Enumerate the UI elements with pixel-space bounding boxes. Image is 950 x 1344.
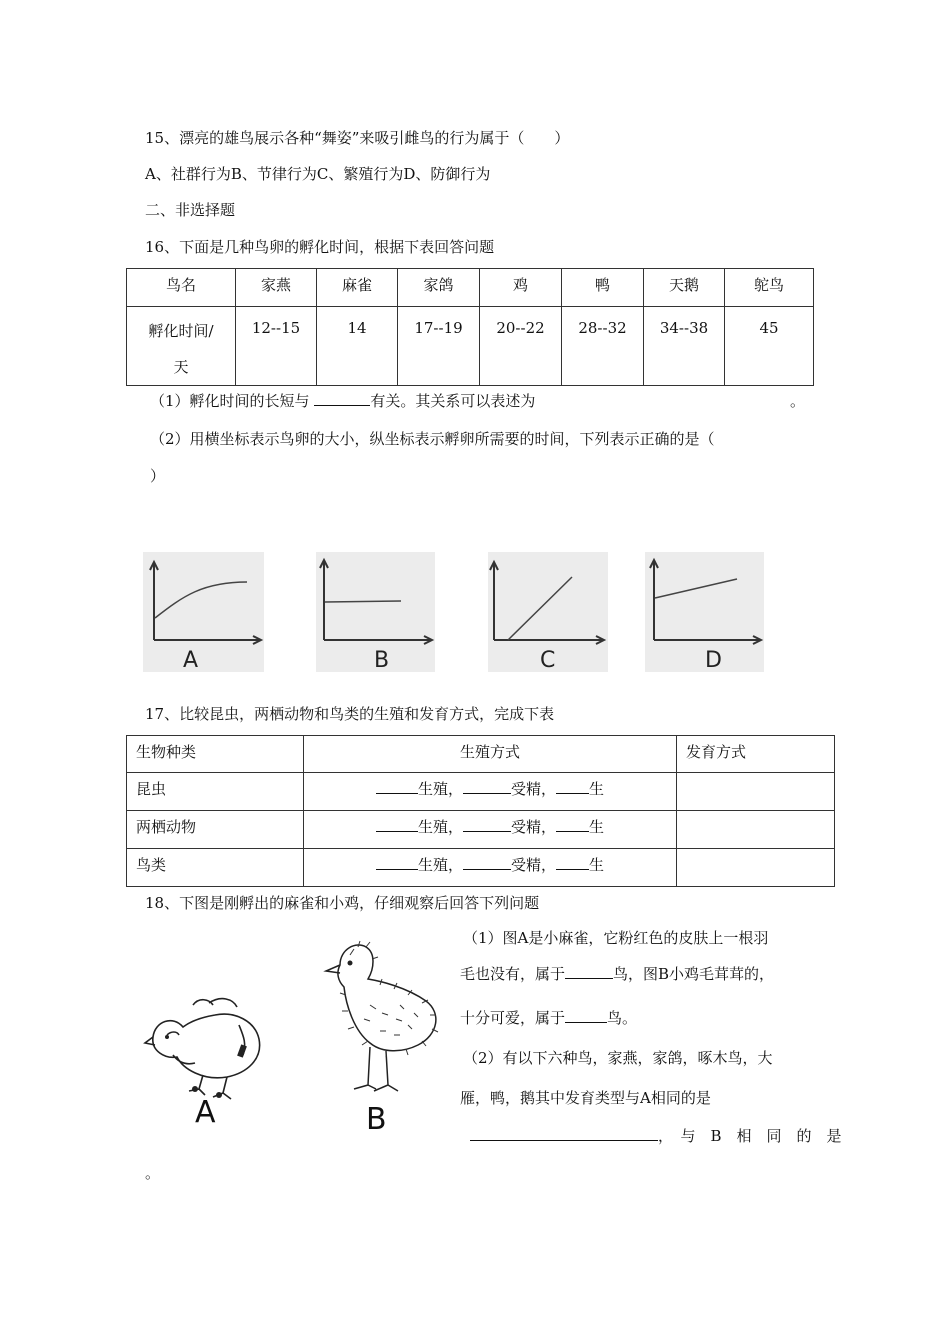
answer-blank[interactable] xyxy=(470,1126,658,1141)
q18-stem: 18、下图是刚孵出的麻雀和小鸡，仔细观察后回答下列问题 xyxy=(145,894,540,912)
table-row xyxy=(127,307,814,386)
answer-blank[interactable] xyxy=(376,817,418,832)
fill-word: 生 xyxy=(589,856,605,874)
fill-word: 生 xyxy=(589,780,605,798)
development-cell[interactable] xyxy=(677,849,835,887)
fill-word: 生 xyxy=(589,818,605,836)
answer-blank[interactable] xyxy=(556,779,589,794)
row-label-line1: 孵化时间/ xyxy=(148,322,214,340)
answer-blank[interactable] xyxy=(463,817,511,832)
table-cell: 28--32 xyxy=(562,307,644,386)
table-header-cell: 天鹅 xyxy=(644,269,725,307)
answer-blank[interactable] xyxy=(556,817,589,832)
q15-options: A、社群行为B、节律行为C、繁殖行为D、防御行为 xyxy=(145,165,491,183)
graph-a-plot xyxy=(143,552,264,672)
table-header-row xyxy=(127,736,835,773)
q18-p2-line1: （2）有以下六种鸟，家燕，家鸽，啄木鸟，大 xyxy=(463,1049,773,1067)
figure-label-a: A xyxy=(195,1095,216,1130)
answer-blank[interactable] xyxy=(376,855,418,870)
reproduction-cell xyxy=(304,849,677,887)
table-cell: 14 xyxy=(317,307,398,386)
q18-text: 十分可爱，属于 xyxy=(460,1009,566,1027)
chick-figure xyxy=(310,935,450,1105)
table-row xyxy=(127,811,835,849)
development-cell[interactable] xyxy=(677,773,835,811)
answer-blank[interactable] xyxy=(463,779,511,794)
q18-text: ， 与 B 相 同 的 是 xyxy=(658,1127,842,1145)
table-header-cell: 生殖方式 xyxy=(304,736,677,773)
q15-stem: 15、漂亮的雄鸟展示各种“舞姿”来吸引雌鸟的行为属于（ ） xyxy=(145,129,570,147)
table-header-row xyxy=(127,269,814,307)
chick-sketch xyxy=(326,945,436,1091)
table-header-cell: 麻雀 xyxy=(317,269,398,307)
answer-blank[interactable] xyxy=(556,855,589,870)
q16-stem: 16、下面是几种鸟卵的孵化时间，根据下表回答问题 xyxy=(145,238,495,256)
q18-p2-line2: 雁，鸭，鹅其中发育类型与A相同的是 xyxy=(460,1089,711,1107)
q16-sub1-end: 。 xyxy=(790,392,806,410)
answer-blank[interactable] xyxy=(314,391,370,406)
graph-label: C xyxy=(540,648,556,673)
organism-name: 昆虫 xyxy=(127,773,304,811)
q16-sub1 xyxy=(150,390,535,411)
table-header-cell: 鸭 xyxy=(562,269,644,307)
q18-text: 毛也没有，属于 xyxy=(460,965,566,983)
graph-label: D xyxy=(705,648,722,673)
q17-stem: 17、比较昆虫，两栖动物和鸟类的生殖和发育方式，完成下表 xyxy=(145,705,555,723)
q18-end-mark: 。 xyxy=(145,1164,161,1182)
q16-sub2-close: ） xyxy=(150,467,166,485)
q18-text: 鸟。 xyxy=(607,1009,638,1027)
graph-a xyxy=(143,552,264,672)
q16-sub1-text-a: （1）孵化时间的长短与 xyxy=(150,392,310,410)
table-header-cell: 家燕 xyxy=(236,269,317,307)
organism-name: 两栖动物 xyxy=(127,811,304,849)
graph-label: A xyxy=(183,648,199,673)
q18-p1-line1: （1）图A是小麻雀，它粉红色的皮肤上一根羽 xyxy=(463,929,769,947)
fill-word: 生殖， xyxy=(417,856,463,874)
row-label-line2: 天 xyxy=(173,358,189,376)
reproduction-table xyxy=(126,735,835,887)
graph-label: B xyxy=(374,648,390,673)
q16-sub1-text-b: 有关。其关系可以表述为 xyxy=(370,392,536,410)
table-header-cell: 家鸽 xyxy=(398,269,480,307)
development-cell[interactable] xyxy=(677,811,835,849)
graph-c xyxy=(488,552,608,672)
table-header-cell: 鸟名 xyxy=(127,269,236,307)
table-cell: 34--38 xyxy=(644,307,725,386)
fill-word: 受精， xyxy=(510,856,556,874)
q18-text: 鸟，图B小鸡毛茸茸的， xyxy=(613,965,775,983)
fill-word: 受精， xyxy=(510,818,556,836)
table-cell: 20--22 xyxy=(480,307,562,386)
table-row xyxy=(127,849,835,887)
answer-blank[interactable] xyxy=(565,964,613,979)
section-heading: 二、非选择题 xyxy=(145,201,236,219)
reproduction-cell xyxy=(304,773,677,811)
fill-word: 生殖， xyxy=(417,780,463,798)
answer-blank[interactable] xyxy=(565,1008,607,1023)
table-cell: 12--15 xyxy=(236,307,317,386)
fill-word: 生殖， xyxy=(417,818,463,836)
table-header-cell: 鸵鸟 xyxy=(725,269,814,307)
q16-sub2: （2）用横坐标表示鸟卵的大小，纵坐标表示孵卵所需要的时间，下列表示正确的是（ xyxy=(150,430,715,448)
q18-p1-line2 xyxy=(460,963,774,984)
reproduction-cell xyxy=(304,811,677,849)
table-header-cell: 发育方式 xyxy=(677,736,835,773)
table-header-cell: 鸡 xyxy=(480,269,562,307)
graph-d xyxy=(645,552,764,672)
organism-name: 鸟类 xyxy=(127,849,304,887)
hatching-table xyxy=(126,268,814,386)
graph-b xyxy=(316,552,435,672)
figure-label-b: B xyxy=(366,1102,387,1137)
table-cell: 45 xyxy=(725,307,814,386)
table-cell: 17--19 xyxy=(398,307,480,386)
table-header-cell: 生物种类 xyxy=(127,736,304,773)
row-label xyxy=(127,307,236,386)
answer-blank[interactable] xyxy=(376,779,418,794)
answer-blank[interactable] xyxy=(463,855,511,870)
chick-eye xyxy=(348,961,353,966)
q18-p1-line3 xyxy=(460,1007,637,1028)
table-row xyxy=(127,773,835,811)
sparrow-shading xyxy=(165,1035,247,1098)
fill-word: 受精， xyxy=(510,780,556,798)
q18-p2-line3 xyxy=(470,1125,842,1146)
